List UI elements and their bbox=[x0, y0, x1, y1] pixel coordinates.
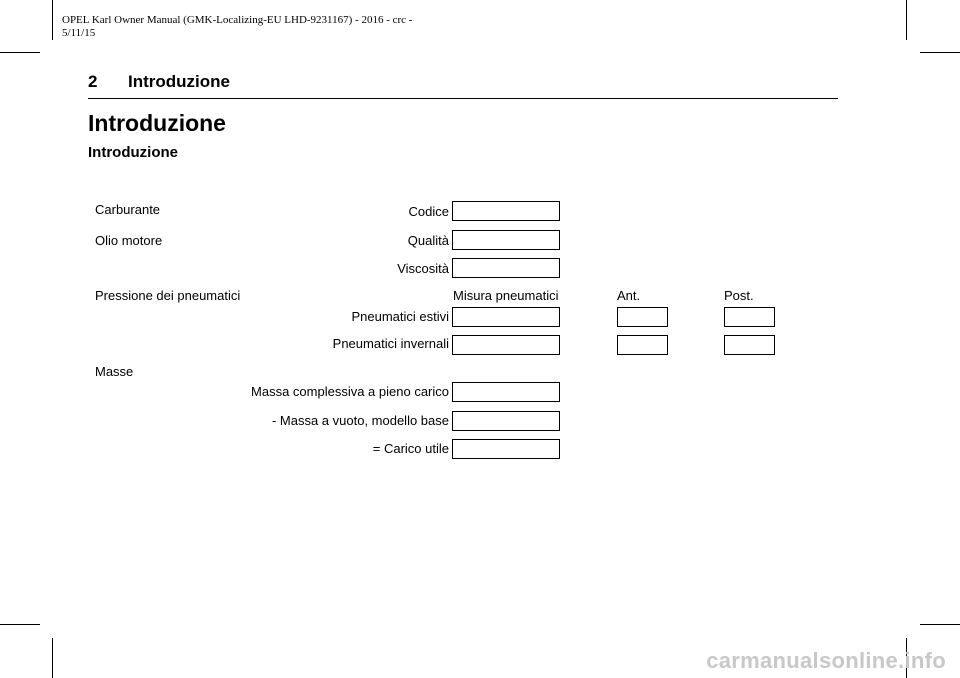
summer-tyres-label: Pneumatici estivi bbox=[351, 309, 449, 324]
winter-tyres-label: Pneumatici invernali bbox=[332, 336, 449, 351]
tyre-size-column-header: Misura pneumatici bbox=[453, 288, 559, 303]
summer-tyre-size-field[interactable] bbox=[452, 307, 560, 327]
empty-mass-label: - Massa a vuoto, modello base bbox=[271, 413, 449, 428]
crop-mark bbox=[906, 0, 907, 40]
empty-mass-field[interactable] bbox=[452, 411, 560, 431]
oil-label: Olio motore bbox=[95, 233, 163, 248]
header-rule bbox=[88, 98, 838, 99]
payload-label: = Carico utile bbox=[372, 441, 449, 456]
crop-mark bbox=[0, 624, 40, 625]
crop-mark bbox=[52, 638, 53, 678]
gross-mass-label: Massa complessiva a pieno carico bbox=[251, 384, 449, 399]
winter-tyre-front-field[interactable] bbox=[617, 335, 668, 355]
winter-tyre-rear-field[interactable] bbox=[724, 335, 775, 355]
fuel-code-field[interactable] bbox=[452, 201, 560, 221]
summer-tyre-rear-field[interactable] bbox=[724, 307, 775, 327]
fuel-label: Carburante bbox=[95, 202, 161, 217]
metadata-line: OPEL Karl Owner Manual (GMK-Localizing-EU LHD-9231167) - 2016 - crc - bbox=[62, 14, 413, 26]
tyre-rear-column-header: Post. bbox=[724, 288, 754, 303]
tyre-pressure-label: Pressione dei pneumatici bbox=[95, 288, 241, 303]
oil-quality-label: Qualità bbox=[407, 233, 449, 248]
oil-viscosity-label: Viscosità bbox=[397, 261, 449, 276]
crop-mark bbox=[0, 52, 40, 53]
running-header bbox=[88, 72, 230, 92]
gross-mass-field[interactable] bbox=[452, 382, 560, 402]
winter-tyre-size-field[interactable] bbox=[452, 335, 560, 355]
page-title: Introduzione bbox=[88, 110, 226, 136]
metadata-date: 5/11/15 bbox=[62, 27, 96, 39]
crop-mark bbox=[920, 52, 960, 53]
document-metadata bbox=[62, 14, 412, 40]
tyre-front-column-header: Ant. bbox=[617, 288, 641, 303]
section-subtitle: Introduzione bbox=[88, 144, 178, 161]
payload-field[interactable] bbox=[452, 439, 560, 459]
summer-tyre-front-field[interactable] bbox=[617, 307, 668, 327]
oil-quality-field[interactable] bbox=[452, 230, 560, 250]
watermark: carmanualsonline.info bbox=[706, 648, 946, 673]
crop-mark bbox=[920, 624, 960, 625]
crop-mark bbox=[52, 0, 53, 40]
fuel-code-label: Codice bbox=[408, 204, 449, 219]
page-number: 2 bbox=[88, 72, 98, 91]
oil-viscosity-field[interactable] bbox=[452, 258, 560, 278]
running-section: Introduzione bbox=[128, 72, 230, 91]
masses-label: Masse bbox=[95, 364, 134, 379]
